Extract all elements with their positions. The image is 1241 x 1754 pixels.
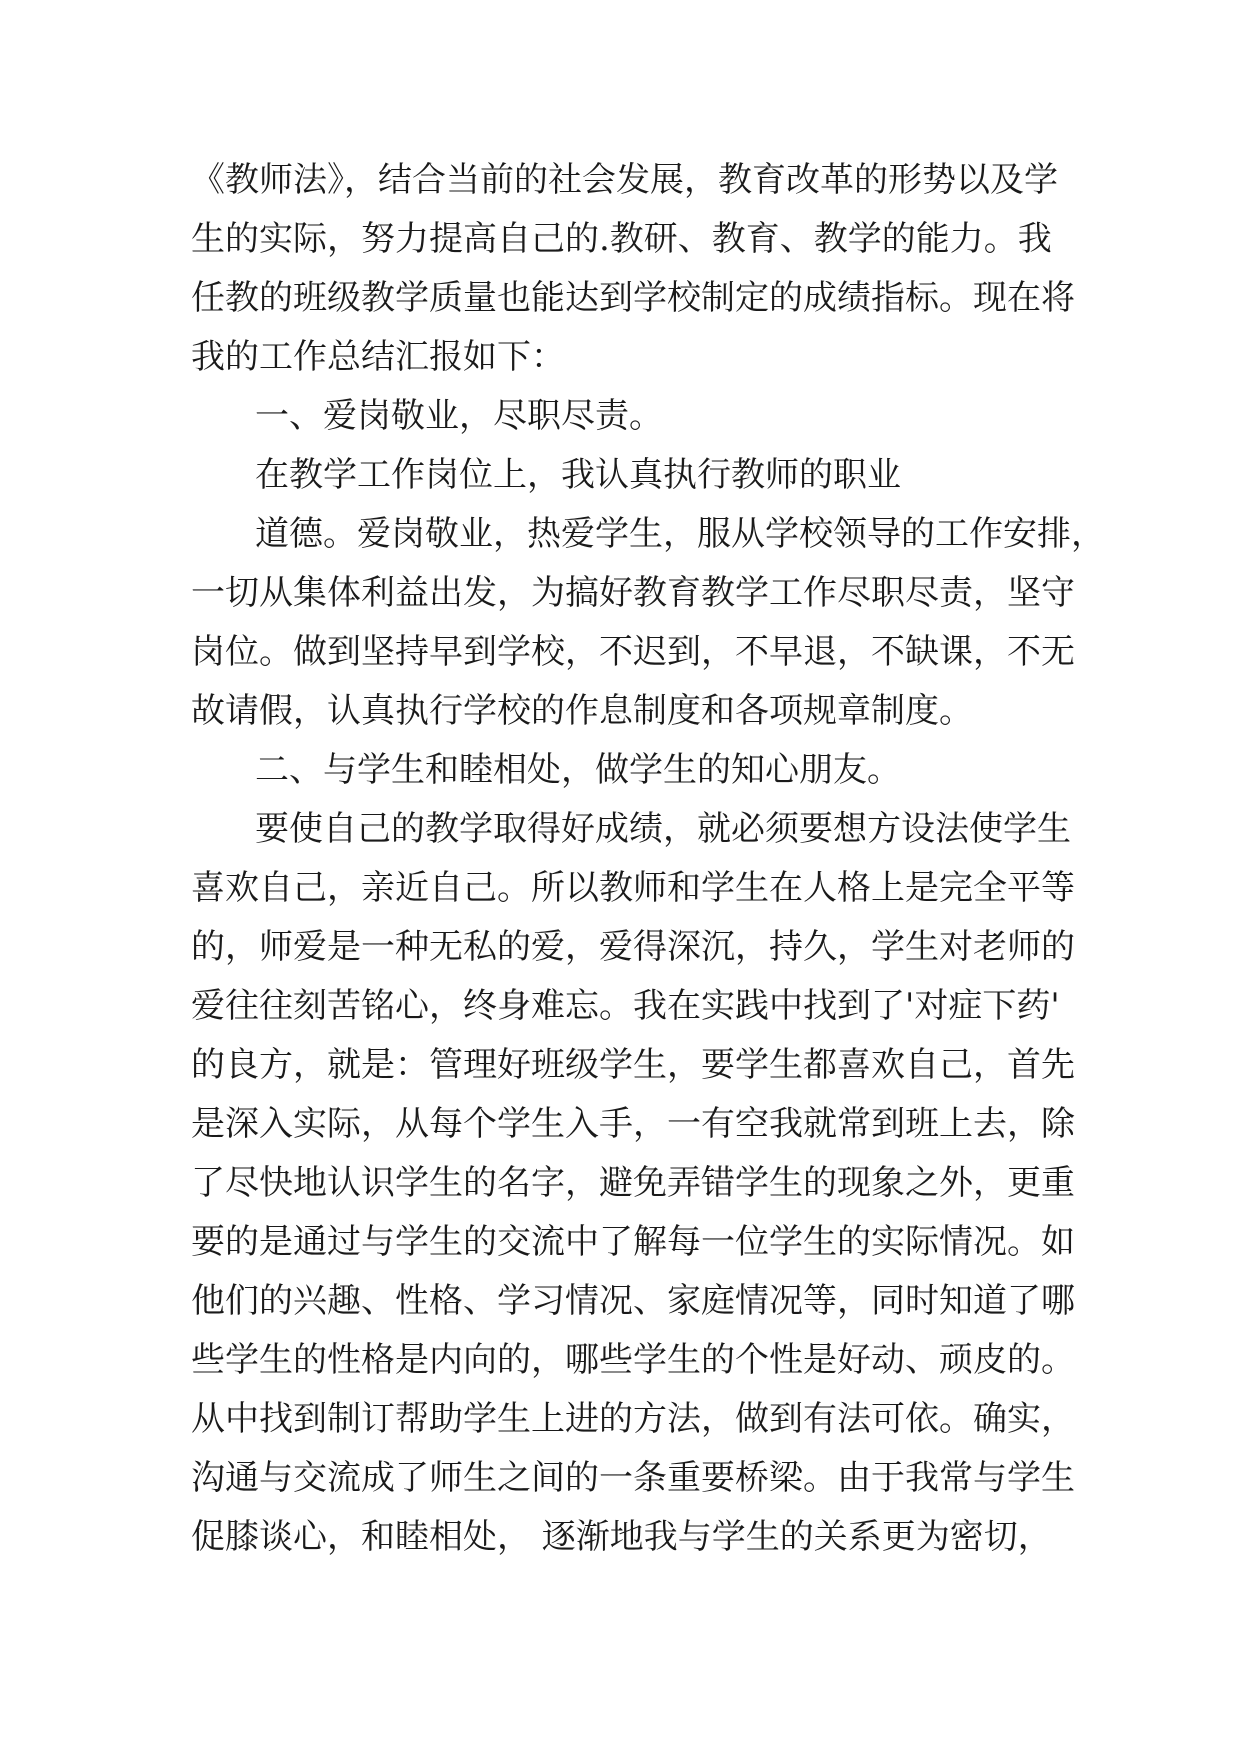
text-line: 喜欢自己，亲近自己。所以教师和学生在人格上是完全平等: [191, 868, 1075, 908]
text-line: 爱往往刻苦铭心，终身难忘。我在实践中找到了'对症下药': [191, 986, 1060, 1026]
text-line: 些学生的性格是内向的，哪些学生的个性是好动、顽皮的。: [191, 1340, 1075, 1380]
text-line: 在教学工作岗位上，我认真执行教师的职业: [255, 455, 901, 495]
text-line: 一切从集体利益出发，为搞好教育教学工作尽职尽责，坚守: [191, 573, 1075, 613]
text-line: 岗位。做到坚持早到学校，不迟到，不早退，不缺课，不无: [191, 632, 1075, 672]
text-line: 是深入实际，从每个学生入手，一有空我就常到班上去，除: [191, 1104, 1075, 1144]
text-line: 从中找到制订帮助学生上进的方法，做到有法可依。确实，: [191, 1399, 1075, 1439]
text-line: 要的是通过与学生的交流中了解每一位学生的实际情况。如: [191, 1222, 1075, 1262]
text-line: 促膝谈心，和睦相处， 逐渐地我与学生的关系更为密切，: [191, 1517, 1052, 1557]
text-line: 了尽快地认识学生的名字，避免弄错学生的现象之外，更重: [191, 1163, 1075, 1203]
text-line: 《教师法》，结合当前的社会发展，教育改革的形势以及学: [191, 160, 1058, 200]
text-line: 故请假，认真执行学校的作息制度和各项规章制度。: [191, 691, 973, 731]
text-line: 的，师爱是一种无私的爱，爱得深沉，持久，学生对老师的: [191, 927, 1075, 967]
text-line: 沟通与交流成了师生之间的一条重要桥梁。由于我常与学生: [191, 1458, 1075, 1498]
text-line: 的良方，就是：管理好班级学生，要学生都喜欢自己，首先: [191, 1045, 1075, 1085]
text-line: 要使自己的教学取得好成绩，就必须要想方设法使学生: [255, 809, 1071, 849]
text-line: 道德。爱岗敬业，热爱学生，服从学校领导的工作安排，: [255, 514, 1105, 554]
section-heading-1: 一、爱岗敬业，尽职尽责。: [255, 396, 663, 436]
text-line: 任教的班级教学质量也能达到学校制定的成绩指标。现在将: [191, 278, 1075, 318]
text-line: 生的实际，努力提高自己的.教研、教育、教学的能力。我: [191, 219, 1052, 259]
section-heading-2: 二、与学生和睦相处，做学生的知心朋友。: [255, 750, 901, 790]
text-line: 我的工作总结汇报如下：: [191, 337, 565, 377]
text-line: 他们的兴趣、性格、学习情况、家庭情况等，同时知道了哪: [191, 1281, 1075, 1321]
